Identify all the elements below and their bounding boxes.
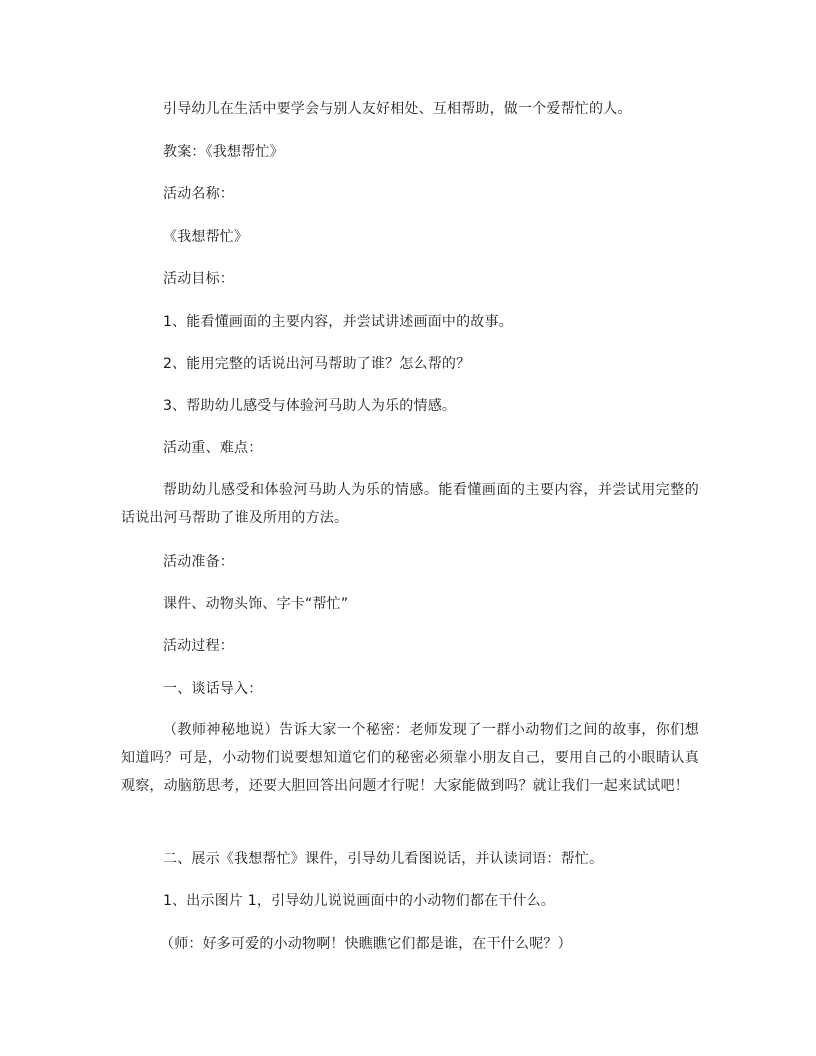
key-points-paragraph: 帮助幼儿感受和体验河马助人为乐的情感。能看懂画面的主要内容，并尝试用完整的话说出河马帮助了谁及所用的方法。 [121,482,699,526]
activity-name-value: 《我想帮忙》 [163,229,249,245]
process-heading: 活动过程： [163,638,234,654]
step-one-paragraph: （教师神秘地说）告诉大家一个秘密：老师发现了一群小动物们之间的故事，你们想知道吗？可是，小动物们说要想知道它们的秘密必须靠小朋友自己，要用自己的小眼睛认真观察，动脑筋思考，还要大胆回答出问题才行呢！大家能做到吗？就让我们一起来试试吧！ [121,722,699,794]
goal-item-1: 1、能看懂画面的主要内容，并尝试讲述画面中的故事。 [163,314,513,330]
key-points-heading: 活动重、难点： [163,440,263,456]
goal-item-3: 3、帮助幼儿感受与体验河马助人为乐的情感。 [163,398,457,414]
lesson-plan-title: 教案：《我想帮忙》 [163,144,284,160]
step-one-heading: 一、谈话导入： [163,681,263,697]
preparation-heading: 活动准备： [163,554,234,570]
intro-sentence: 引导幼儿在生活中要学会与别人友好相处、互相帮助，做一个爱帮忙的人。 [163,101,632,117]
teacher-note: （师：好多可爱的小动物啊！快瞧瞧它们都是谁，在干什么呢？） [160,936,572,952]
activity-goals-heading: 活动目标： [163,271,234,287]
preparation-materials: 课件、动物头饰、字卡“帮忙” [163,596,349,612]
goal-item-2: 2、能用完整的话说出河马帮助了谁？怎么帮的？ [163,356,471,372]
activity-name-heading: 活动名称： [163,186,234,202]
step-two-heading: 二、展示《我想帮忙》课件，引导幼儿看图说话，并认读词语：帮忙。 [163,851,604,867]
step-two-item-1: 1、出示图片 1，引导幼儿说说画面中的小动物们都在干什么。 [163,893,556,909]
